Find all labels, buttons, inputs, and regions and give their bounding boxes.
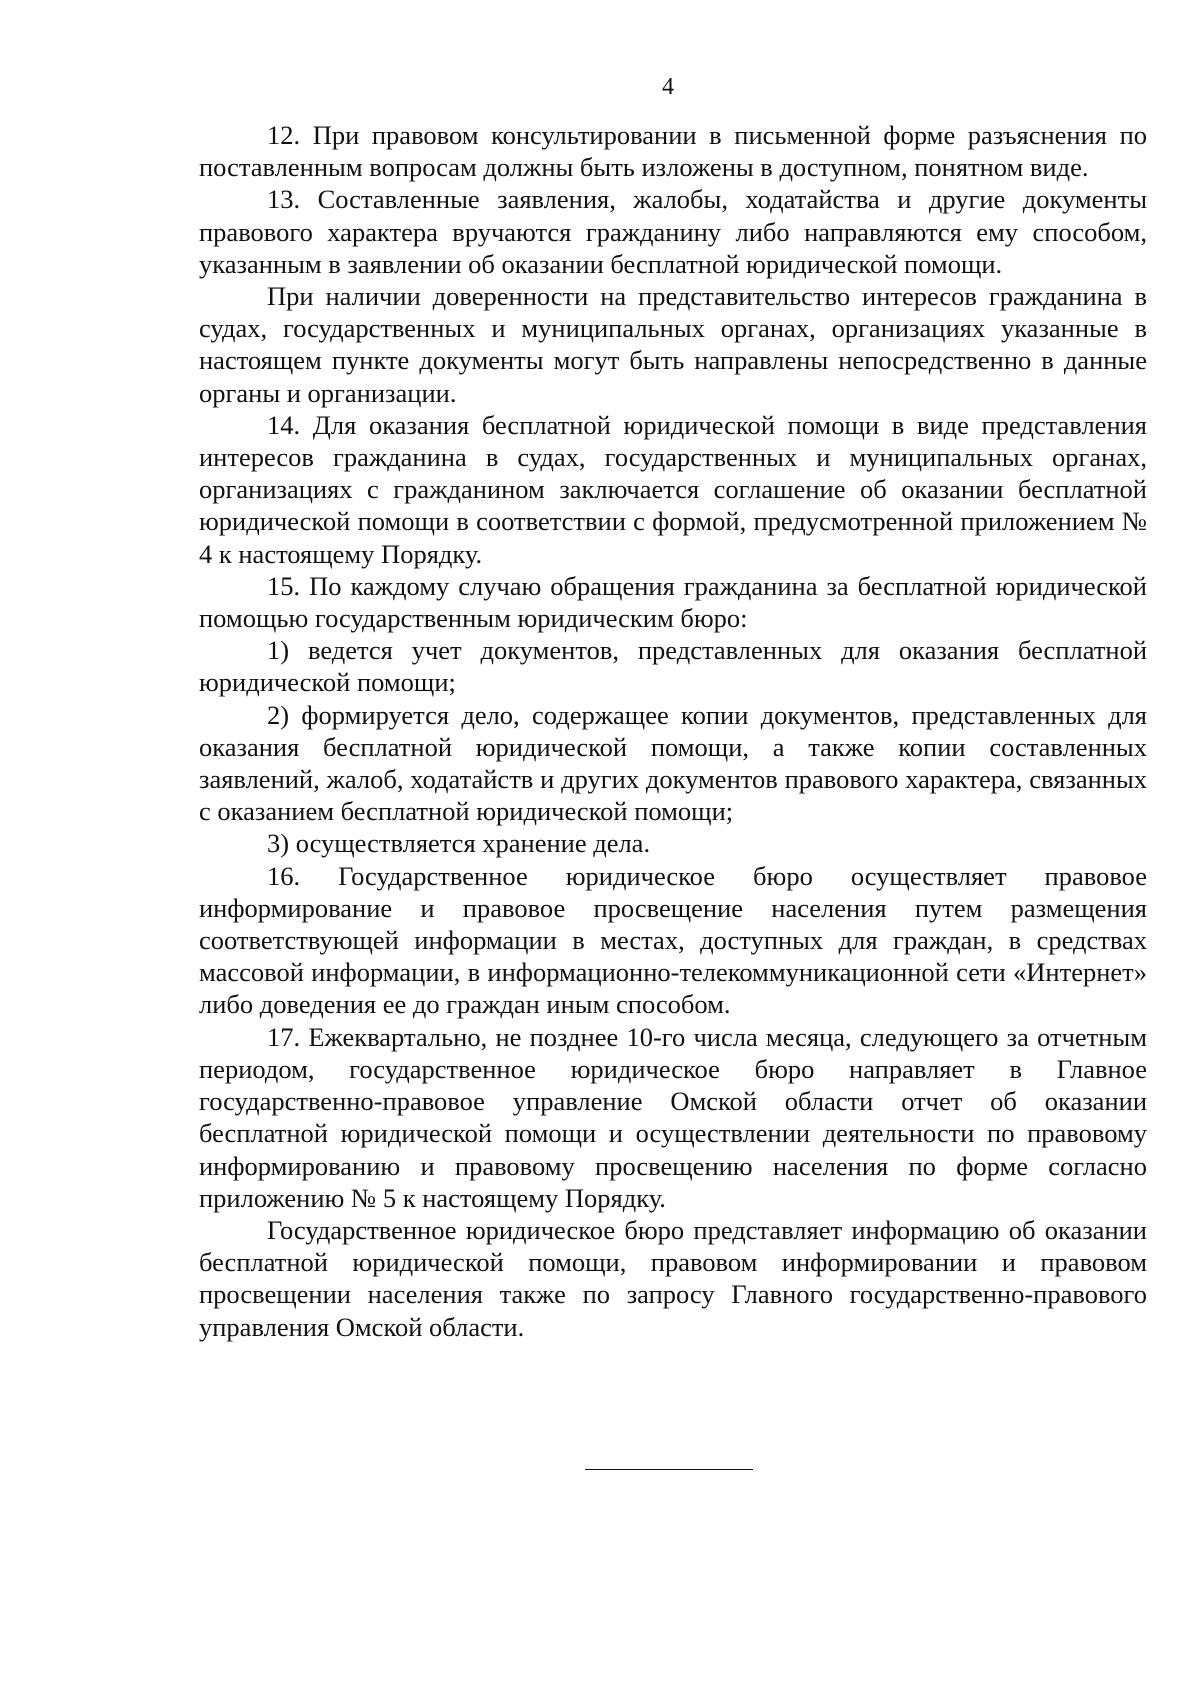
paragraph-14: 14. Для оказания бесплатной юридической помощи в виде представления интересов гражданина в судах, государственных и муниципальных органах, организациях с гражданином заключается соглашение об оказании бесплатной юридической помощи в соответствии с формой, предусмотренной приложением № 4 к настоящему Порядку.: [199, 409, 1147, 569]
paragraph-12: 12. При правовом консультировании в письменной форме разъяснения по поставленным вопросам должны быть изложены в доступном, понятном виде.: [199, 120, 1147, 183]
document-body: [199, 119, 1147, 1343]
paragraph-15-item-1: 1) ведется учет документов, представленных для оказания бесплатной юридической помощи;: [199, 635, 1147, 698]
paragraph-15-item-2: 2) формируется дело, содержащее копии документов, представленных для оказания бесплатной юридической помощи, а также копии составленных заявлений, жалоб, ходатайств и других документов правового характера, связанных с оказанием бесплатной юридической помощи;: [199, 699, 1147, 827]
paragraph-17: 17. Ежеквартально, не позднее 10-го числа месяца, следующего за отчетным периодом, государственное юридическое бюро направляет в Главное государственно-правовое управление Омской области отчет об оказании бесплатной юридической помощи и осуществлении деятельности по правовому информированию и правовому просвещению населения по форме согласно приложению № 5 к настоящему Порядку.: [199, 1021, 1147, 1213]
page-number: 4: [662, 74, 674, 100]
paragraph-15: 15. По каждому случаю обращения гражданина за бесплатной юридической помощью государственным юридическим бюро:: [199, 570, 1147, 634]
paragraph-13-continuation: При наличии доверенности на представительство интересов гражданина в судах, государственных и муниципальных органах, организациях указанные в настоящем пункте документы могут быть направлены непосредственно в данные органы и организации.: [199, 281, 1147, 408]
paragraph-15-item-3: 3) осуществляется хранение дела.: [267, 828, 651, 859]
end-of-text-rule: [585, 1469, 753, 1470]
paragraph-16: 16. Государственное юридическое бюро осуществляет правовое информирование и правовое просвещение населения путем размещения соответствующей информации в местах, доступных для граждан, в средствах массовой информации, в информационно-телекоммуникационной сети «Интернет» либо доведения ее до граждан иным способом.: [199, 860, 1147, 1020]
paragraph-17-continuation: Государственное юридическое бюро представляет информацию об оказании бесплатной юридической помощи, правовом информировании и правовом просвещении населения также по запросу Главного государственно-правового управления Омской области.: [199, 1214, 1147, 1342]
paragraph-13: 13. Составленные заявления, жалобы, ходатайства и другие документы правового характера вручаются гражданину либо направляются ему способом, указанным в заявлении об оказании бесплатной юридической помощи.: [199, 184, 1147, 279]
